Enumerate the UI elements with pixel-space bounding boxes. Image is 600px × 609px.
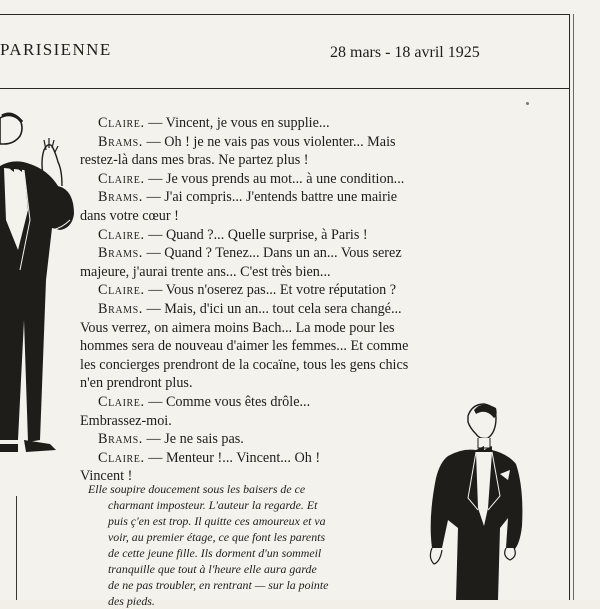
page-border-top [0,14,570,15]
dialogue-line [80,319,524,338]
line-text: — Oh ! je ne vais pas vous violenter... Mais [142,133,396,150]
column-rule [16,496,17,600]
stage-line: charmant imposteur. L'auteur la regarde. Et [108,498,318,512]
line-text: Vincent ! [80,468,133,485]
line-text: Vous verrez, on aimera moins Bach... La mode pour les [80,319,395,336]
running-title: PARISIENNE [0,40,112,59]
header-rule [0,88,570,89]
line-text: — Vincent, je vous en supplie... [144,115,330,131]
dialogue-line [80,170,524,189]
line-text: — Mais, d'ici un an... tout cela sera changé... [142,300,402,317]
line-text: — J'ai compris... J'entends battre une mairie [142,189,398,206]
speaker-name: Claire. [98,226,145,243]
line-text: — Je vous prends au mot... à une condition... [144,170,405,187]
dialogue-line [80,356,524,375]
stage-line: de ne pas troubler, en rentrant — sur la pointe [108,578,329,592]
right-tuxedo-illustration [418,398,530,600]
speaker-name: Claire. [98,449,145,466]
line-text: — Comme vous êtes drôle... [144,393,311,410]
speaker-name: Claire. [98,393,145,410]
dialogue-line [80,207,524,226]
dialogue-line [80,281,524,300]
line-text: — Menteur !... Vincent... Oh ! [144,449,321,466]
line-text: restez-là dans mes bras. Ne partez plus ! [80,152,309,169]
line-text: majeure, j'aurai trente ans... C'est très bien... [80,263,331,280]
page-border-right-inner [573,14,574,600]
speck [526,102,529,105]
dialogue-line [80,114,524,133]
line-text: — Vous n'oserez pas... Et votre réputation ? [144,282,397,299]
dialogue-line [80,188,524,207]
speaker-name: Claire. [98,282,145,299]
dialogue-line [80,263,524,282]
speaker-name: Brams. [98,300,143,317]
left-tuxedo-illustration [0,110,82,460]
line-text: les concierges prendront de la cocaïne, tous les gens chics [80,356,409,373]
dialogue-line [80,337,524,356]
speaker-name: Brams. [98,133,143,150]
line-text: — Je ne sais pas. [142,431,244,448]
dialogue-line [80,300,524,319]
line-text: n'en prendront plus. [80,375,193,392]
speaker-name: Claire. [98,115,145,131]
stage-line: voir, au premier étage, ce que font les parents [108,530,326,544]
dialogue-line [80,133,524,152]
stage-line: des pieds. [108,594,155,608]
stage-line: puis ç'en est trop. Il quitte ces amoureux et va [108,514,326,528]
dialogue-line [80,226,524,245]
dialogue-line [80,244,524,263]
line-text: — Quand ?... Quelle surprise, à Paris ! [144,226,368,243]
speaker-name: Brams. [98,245,143,262]
issue-date: 28 mars - 18 avril 1925 [330,44,480,61]
speaker-name: Claire. [98,170,145,187]
stage-line: de cette jeune fille. Ils dorment d'un sommeil [108,546,322,560]
line-text: hommes sera de nouveau d'aimer les femmes... Et comme [80,338,409,355]
page-border-right [569,14,570,600]
line-text: Embrassez-moi. [80,412,172,429]
line-text: dans votre cœur ! [80,207,179,224]
speaker-name: Brams. [98,431,143,448]
line-text: — Quand ? Tenez... Dans un an... Vous serez [142,245,402,262]
dialogue-line [80,374,524,393]
stage-direction [88,481,413,609]
stage-line: tranquille que tout à l'heure elle aura garde [108,562,317,576]
speaker-name: Brams. [98,189,143,206]
dialogue-line [80,151,524,170]
stage-line: Elle soupire doucement sous les baisers de ce [88,482,306,496]
